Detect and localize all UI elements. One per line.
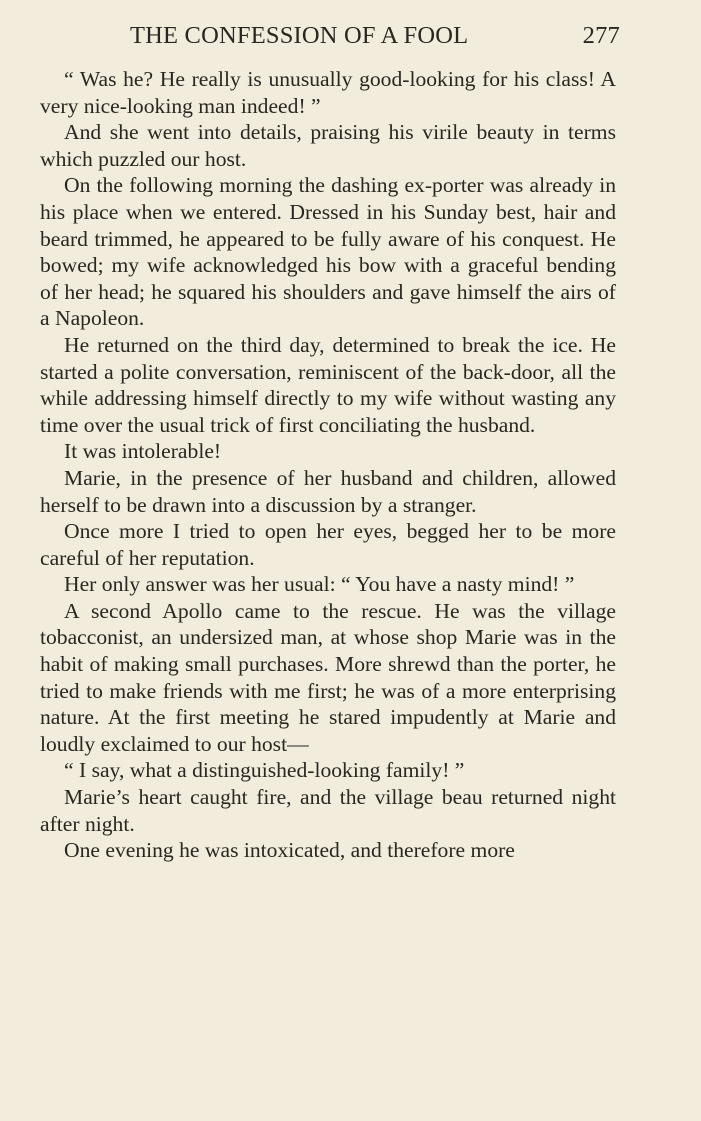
running-title: THE CONFESSION OF A FOOL	[130, 22, 469, 49]
paragraph-4: He returned on the third day, determined to break the ice. He started a polite conversation, reminiscent of the back-door, all the while addressing himself directly to my wife without wasting any time over the usual trick of first conciliating the husband.	[40, 332, 616, 437]
paragraph-3: On the following morning the dashing ex-porter was already in his place when we entered. Dressed in his Sunday best, hair and beard trimmed, he appeared to be fully aware of his conquest. He bowed; my wife acknowledged his bow with a graceful bending of her head; he squared his shoulders and gave himself the airs of a Napoleon.	[40, 173, 616, 331]
paragraph-12: One evening he was intoxicated, and therefore more	[64, 838, 515, 863]
paragraph-11: Marie’s heart caught fire, and the village beau returned night after night.	[40, 785, 616, 836]
paragraph-6: Marie, in the presence of her husband and children, allowed herself to be drawn into a discussion by a stranger.	[40, 465, 616, 517]
page-number: 277	[582, 22, 620, 49]
paragraph-8: Her only answer was her usual: “ You have a nasty mind! ”	[64, 572, 575, 597]
paragraph-9: A second Apollo came to the rescue. He was the village tobacconist, an undersized man, at whose shop Marie was in the habit of making small purchases. More shrewd than the porter, he tried to make friends with me first; he was of a more enterprising nature. At the first meeting he stared impudently at Marie and loudly exclaimed to our host—	[40, 598, 616, 756]
running-header	[130, 20, 620, 52]
paragraph-10: “ I say, what a distinguished-looking family! ”	[64, 758, 465, 783]
paragraph-7: Once more I tried to open her eyes, begged her to be more careful of her reputation.	[40, 519, 616, 570]
body-text	[40, 66, 616, 864]
paragraph-2: And she went into details, praising his virile beauty in terms which puzzled our host.	[40, 120, 616, 171]
paragraph-1: “ Was he? He really is unusually good-looking for his class! A very nice-looking man indeed! ”	[40, 67, 616, 118]
paragraph-5: It was intolerable!	[64, 439, 222, 464]
